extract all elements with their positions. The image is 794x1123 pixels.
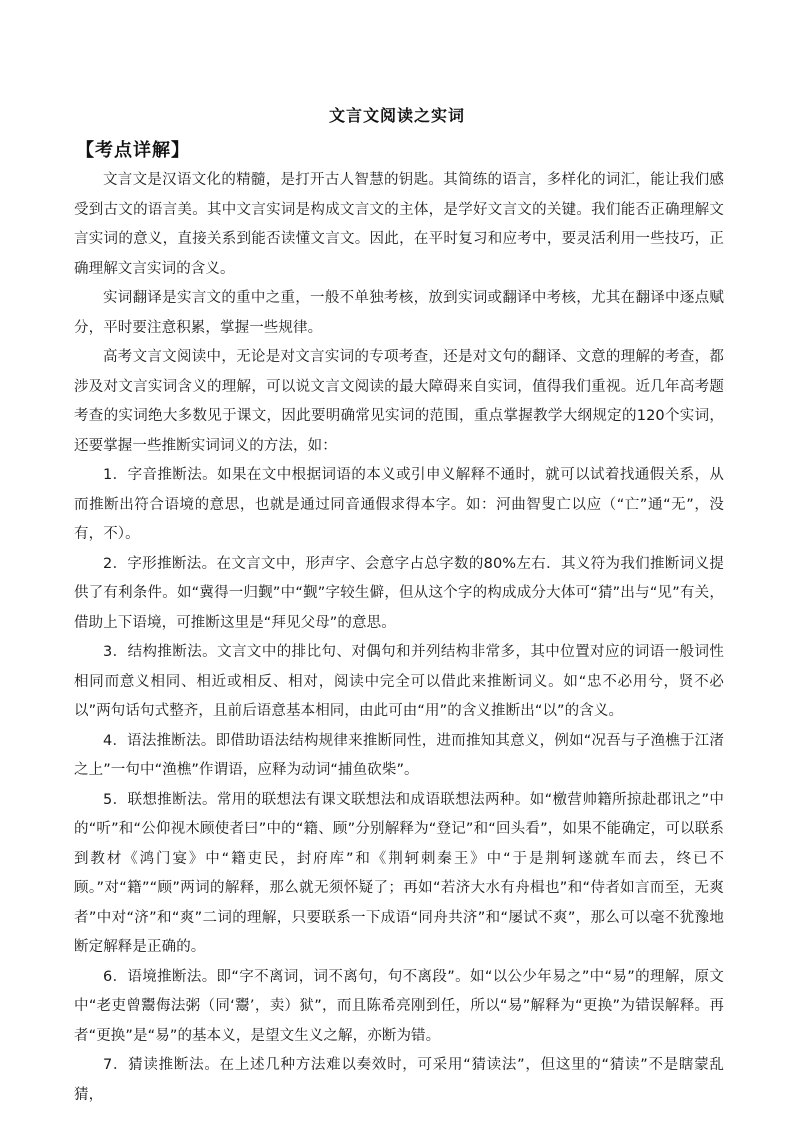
document-title: 文言文阅读之实词: [328, 106, 465, 125]
paragraph-method-5: 5．联想推断法。常用的联想法有课文联想法和成语联想法两种。如“檄营帅籍所掠赴郡讯之”中的“听”和“公仰视木顾使者曰”中的“籍、顾”分别解释为“登记”和“回头看”，如果不能确定，可以联系到教材《鸿门宴》中“籍吏民，封府库”和《荆轲刺秦王》中“于是荆轲遂就车而去，终已不顾。”对“籍”“顾”两词的解释，那么就无须怀疑了；再如“若济大水有舟楫也”和“侍者如言而至，无爽者”中对“济”和“爽”二词的理解，只要联系一下成语“同舟共济”和“屡试不爽”，那么可以毫不犹豫地断定解释是正确的。: [74, 791, 724, 955]
paragraph-exam-overview: 高考文言文阅读中，无论是对文言实词的专项考查，还是对文句的翻译、文意的理解的考查，都涉及对文言实词含义的理解，可以说文言文阅读的最大障碍来自实词，值得我们重视。近几年高考题考查的实词绝大多数见于课文，因此要明确常见实词的范围，重点掌握教学大纲规定的120个实词，还要掌握一些推断实词词义的方法，如：: [74, 349, 724, 454]
paragraph-method-7: 7．猜读推断法。在上述几种方法难以奏效时，可采用“猜读法”，但这里的“猜读”不是瞎蒙乱猜，: [74, 1057, 724, 1103]
paragraph-intro: 文言文是汉语文化的精髓，是打开古人智慧的钥匙。其简练的语言，多样化的词汇，能让我们感受到古文的语言美。其中文言实词是构成文言文的主体，是学好文言文的关键。我们能否正确理解文言实词的意义，直接关系到能否读懂文言文。因此，在平时复习和应考中，要灵活利用一些技巧，正确理解文言实词的含义。: [74, 172, 724, 277]
section-heading: 【考点详解】: [76, 140, 190, 161]
paragraph-method-3: 3．结构推断法。文言文中的排比句、对偶句和并列结构非常多，其中位置对应的词语一般词性相同而意义相同、相近或相反、相对，阅读中完全可以借此来推断词义。如“忠不必用兮，贤不必以”两句话句式整齐，且前后语意基本相同，由此可由“用”的含义推断出“以”的含义。: [74, 644, 724, 719]
paragraph-method-4: 4．语法推断法。即借助语法结构规律来推断同性，进而推知其意义，例如“况吾与子渔樵于江渚之上”一句中“渔樵”作谓语，应释为动词“捕鱼砍柴”。: [74, 732, 724, 778]
document-body: [74, 166, 724, 1110]
paragraph-method-1: 1．字音推断法。如果在文中根据词语的本义或引申义解释不通时，就可以试着找通假关系，从而推断出符合语境的意思，也就是通过同音通假求得本字。如：河曲智叟亡以应（“亡”通“无”，没有，不）。: [74, 467, 724, 542]
paragraph-method-2: 2．字形推断法。在文言文中，形声字、会意字占总字数的80%左右．其义符为我们推断词义提供了有利条件。如“冀得一归觐”中“觐”字较生僻，但从这个字的构成成分大体可“猜”出与“见”有关，借助上下语境，可推断这里是“拜见父母”的意思。: [74, 555, 724, 631]
paragraph-translation: 实词翻译是实言文的重中之重，一般不单独考核，放到实词或翻译中考核，尤其在翻译中逐点赋分，平时要注意积累，掌握一些规律。: [74, 290, 724, 336]
paragraph-method-6: 6．语境推断法。即“字不离词，词不离句，句不离段”。如“以公少年易之”中“易”的理解，原文中“老吏曾鬻侮法粥（同‘鬻’，卖）狱”，而且陈希亮刚到任，所以“易”解释为“更换”为错误解释。再者“更换”是“易”的基本义，是望文生义之解，亦断为错。: [74, 968, 724, 1044]
